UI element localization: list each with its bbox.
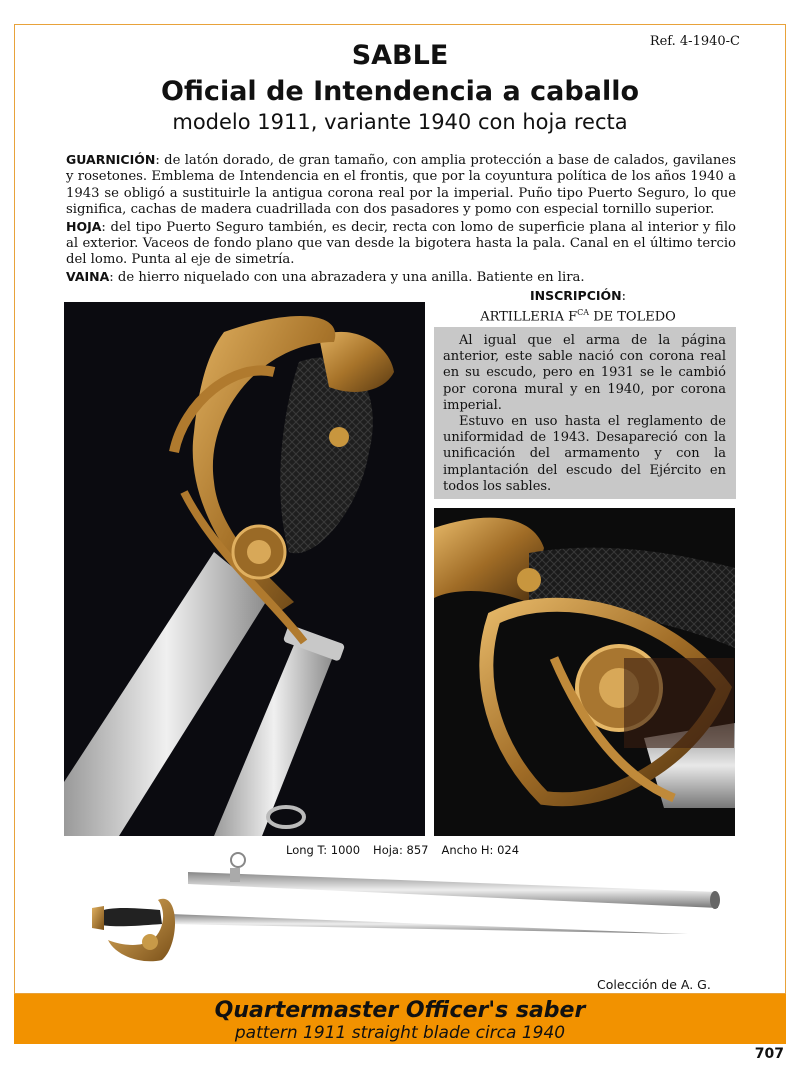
notes-paragraph-2: Estuvo en uso hasta el reglamento de uniformidad de 1943. Desapareció con la unificación del armamento y con la implantación del escudo del Ejército en todos los sables.: [443, 414, 726, 494]
inscription-block: [448, 288, 708, 325]
notes-paragraph-1: Al igual que el arma de la página anterior, este sable nació con corona real en su escudo, pero en 1931 se le cambió por corona mural y en 1940, por corona imperial.: [443, 333, 726, 413]
inscription-label: INSCRIPCIÓN: [529, 288, 622, 303]
hilt-photo: [64, 302, 425, 836]
inscription-text: [448, 305, 708, 325]
guarnicion-text: : de latón dorado, de gran tamaño, con amplia protección a base de calados, gavilanes y rosetones. Emblema de Intendencia en el frontis, que por la coyuntura política de los años 1940 a 1943 se obligó a sustituirle la antigua corona real por la imperial. Puño tipo Puerto Seguro, lo que significa, cachas de madera cuadrillada con dos pasadores y pomo con especial tornillo superior.: [66, 153, 736, 218]
banner-subtitle: pattern 1911 straight blade circa 1940: [234, 1023, 566, 1043]
reference-number: Ref. 4-1940-C: [649, 34, 740, 49]
hoja-label: HOJA: [66, 218, 102, 234]
inscription-colon: :: [621, 289, 627, 304]
inscription-superscript: CA: [577, 308, 590, 317]
dimension-width: Ancho H: 024: [441, 843, 520, 857]
english-title-banner: [14, 994, 786, 1044]
vaina-text: : de hierro niquelado con una abrazadera y una anilla. Batiente en lira.: [109, 269, 585, 285]
banner-title: Quartermaster Officer's saber: [214, 998, 586, 1023]
collection-credit: Colección de A. G.: [597, 977, 711, 992]
description-block: [66, 152, 736, 286]
guard-detail-photo: [434, 508, 735, 836]
vaina-label: VAINA: [66, 268, 110, 284]
full-saber-photo: [90, 850, 730, 970]
guarnicion-label: GUARNICIÓN: [66, 152, 156, 167]
dimension-total-length: Long T: 1000: [286, 843, 361, 857]
page-title: SABLE: [351, 40, 449, 71]
inscription-text-end: DE TOLEDO: [589, 309, 676, 325]
hoja-paragraph: [66, 219, 736, 269]
guarnicion-paragraph: [66, 152, 736, 219]
vaina-paragraph: [66, 269, 736, 286]
page-title-line2: Oficial de Intendencia a caballo: [160, 76, 640, 107]
page-subtitle: modelo 1911, variante 1940 con hoja recta: [172, 110, 628, 134]
inscription-text-main: ARTILLERIA F: [480, 309, 578, 325]
page-number: 707: [754, 1046, 784, 1062]
notes-box: [434, 327, 736, 499]
hoja-text: : del tipo Puerto Seguro también, es decir, recta con lomo de superficie plana al interior y filo al exterior. Vaceos de fondo plano que van desde la bigotera hasta la pala. Canal en el último tercio del lomo. Punta al eje de simetría.: [66, 219, 736, 268]
dimension-blade-length: Hoja: 857: [373, 843, 429, 857]
